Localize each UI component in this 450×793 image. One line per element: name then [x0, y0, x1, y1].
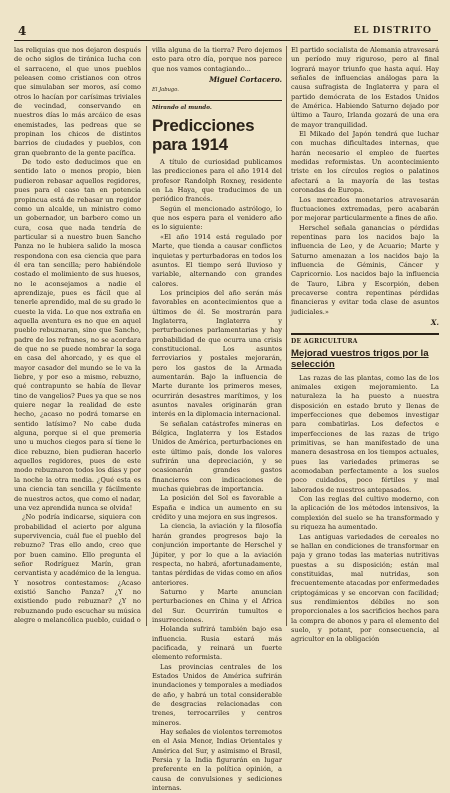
section-title: DE AGRICULTURA	[291, 338, 358, 346]
article-paragraph: A título de curiosidad publicamos las predicciones para el año 1914 del profesor Randolph Roxney, residente en La Haya, que traducimos de un periódico francés.	[152, 158, 282, 204]
article-paragraph: El partido socialista de Alemania atravesará un período muy riguroso, pero al final logrará mayor triunfo que hasta aquí. Hay señales de influencias análogas para la causa sufragista de Inglaterra y para el partido demócrata de los Estados Unidos de América. Habiendo Saturno dejado por último a Tauro, Irlanda gozará de una era de mayor tranquilidad.	[291, 46, 439, 129]
article-paragraph: La posición del Sol es favorable a España e indica un aumento en su crédito y una mejora en sus ingresos.	[152, 494, 282, 522]
article-separator	[152, 100, 282, 101]
article-paragraph: Los mercados monetarios atravesarán fluctuaciones extremadas, pero acabarán por mejorar particularmente a fines de año.	[291, 195, 439, 223]
article-paragraph: El Mikado del Japón tendrá que luchar con muchas dificultades internas, que harán necesario el empleo de fuertes medidas reformistas. Un acontecimiento triste en los círculos regios o palatinos afectará a la mayoría de las testas coronadas de Europa.	[291, 130, 439, 195]
column-3	[291, 46, 439, 644]
article-paragraph: Se señalan catástrofes mineras en Bélgica, Inglaterra y los Estados Unidos de América, perturbaciones en este último país, donde los valores sufrirán una depreciación, y se ocasionarán grandes gastos financieros con indicaciones de muchas quiebras de importancia.	[152, 419, 282, 494]
article-paragraph: Según el mencionado astrólogo, lo que nos espera para el venidero año es lo siguiente:	[152, 204, 282, 232]
column-1	[14, 46, 141, 626]
article-paragraph: villa alguna de la tierra? Pero dejemos esto para otro día, porque nos parece que nos vamos contagiando...	[152, 46, 282, 73]
column-divider-1	[146, 46, 147, 626]
masthead: EL DISTRITO	[353, 25, 432, 36]
article-paragraph: La ciencia, la aviación y la filosofía harán grandes progresos bajo la conjunción importante de Herschel y Júpiter, y por lo que a la aviación respecta, no habrá, afortunadamente, tantas pérdidas de vidas como en años anteriores.	[152, 522, 282, 587]
article-paragraph: Las provincias centrales de los Estados Unidos de América sufrirán inundaciones y temporales a mediados de año, y habrá un total considerable de desgracias relacionadas con trenes, terrocarriles y centros mineros.	[152, 662, 282, 727]
article-location-note: El Jabugo.	[152, 87, 179, 94]
section-kicker: Mirando al mundo.	[152, 104, 212, 111]
article-paragraph: De todo esto deducimos que en sentido lato o menos propio, bien pudieron rebasar aquellos regidores, pues para el caso tan en potencia propincua está de rebasar un regidor como un alcalde, un ministro como un gobernador, un barbero como un cura, cosa que nada tendría de particular si a nuestro buen Sancho Panza no le hubiera salido la mosca respondona con esa ciencia que para él era tan sencilla; pero habiéndole costado el molimiento de sus huesos, no le aconsejamos a nadie el aprendizaje, pues es fácil que al tenerle aprendido, mal de su grado le cueste la vida. Lo que nos extraña en aquella aventura es no que en aquel pueblo rebuznaran, sino que Sancho, padre de los refranes, no se acordara de que no se puede nombrar la soga en casa del ahorcado, y es que el mayor casador del mundo se le va la liebre, y por eso a mismo, rebuzno, qué contrapunto se había de llevar tino de vangelios? Pues ya que se nos quiere negar la realidad de este hecho, ¿acaso no podrá tomarse en sentido latísimo? No cabe duda alguna, porque si el que premeria uno u muchos ciegos para sí tiene le dice rebuzno, bien pudieran hacerlo aquellos regidores, pues de este modo rebuznaron todos los días y por la noche la otra media. ¿Qué esta es una ciencia tan sencilla y fácilmente de nuestros actos, que como el nadar, una vez aprendida nunca se olvida!	[14, 158, 141, 512]
article-paragraph: Los principios del año serán más favorables en acontecimientos que a últimos de él. Se mostrarán para Inglaterra, Inglaterra y perturbaciones parlamentarias y hay probabilidad de que ocurra una crisis constitucional. Los asuntos ferroviarios y postales mejorarán, pero los gastos de la Armada aumentarán. Bajo la influencia de Marte durante los primeros meses, ocurrirán desastres marítimos, y los asuntos navales originarán gran interés en la diplomacia internacional.	[152, 288, 282, 419]
article-paragraph: Herschel señala ganancias o pérdidas repentinas para los nacidos bajo la influencia de Leo, y de Acuario; Marte y Saturno amenazan a los nacidos bajo la influencia de Géminis, Cáncer y Capricornio. Los nacidos bajo la influencia de Tauro, Libra y Escorpión, deben precaverse contra repentinas pérdidas financieras y evitar toda clase de asuntos judiciales.»	[291, 223, 439, 316]
article-paragraph: ¿No podría indicarse, siquiera con probabilidad el acierto por alguna supervivencia, cuál fue el pueblo del rebuzno? Tras ello ando, creo que por buen camino. Ello pregunta el señor Rodríguez Marín, gran cervantista y académico de la lengua. Y nosotros contestamos: ¿Acaso existió Sancho Panza? ¿Y no existiendo pudo rebuznar? ¿Y no rebuznando pudo escuchar su música alegre o melancólica pueblo, cuidad o	[14, 513, 141, 624]
article-headline: Predicciones para 1914	[152, 116, 255, 155]
article-paragraph: Holanda sufrirá también bajo esa influencia. Rusia estará más pacificada, y reinará un fuerte elemento reformista.	[152, 625, 282, 662]
page-header	[14, 26, 438, 41]
article-signature: Miguel Cortacero.	[209, 75, 282, 85]
article-paragraph: Hay señales de violentos terremotos en el Asia Menor, Indias Orientales y América del Sur, y asimismo el Brasil, Persia y la India figurarán en lugar preferente en la política opinión, a causa de convulsiones y sediciones internas.	[152, 728, 282, 793]
article-signature: X.	[430, 317, 439, 327]
article-headline: Mejorad vuestros trigos por la selección	[291, 347, 429, 370]
section-separator	[291, 333, 439, 335]
article-paragraph: Las antiguas variedades de cereales no se hallan en condiciones de transformar en paja y grano todas las materias nutritivas puestas a su disposición; están mal constituidas, mal nutridas, son frecuentemente atacadas por enfermedades criptogámicas y se encorvan con facilidad; sus rendimientos débiles no son proporcionales a los sacrificios hechos para la compra de abonos y para el elemento del suelo, y potant, por consecuencia, al agricultor en la obligación	[291, 532, 439, 644]
article-paragraph: «El año 1914 está regulado por Marte, que tienda a causar conflictos inquietas y perturbadoras en todos los asuntos. El tiempo será lluvioso y variable, alternando con grandes calores.	[152, 232, 282, 288]
article-paragraph: Con las reglas del cultivo moderno, con la aplicación de los métodos intensivos, la complexión del suelo se ha transformado y su riqueza ha aumentado.	[291, 495, 439, 532]
column-2	[152, 46, 282, 793]
article-paragraph: las reliquias que nos dejaron después de ocho siglos de tiránica lucha con el sarraceno, el que unos pueblos peleasen como cristianos con otros que simulaban ser moros, así como otros lo hacían por carísimas triviales de vecindad, conservando en nuestros días lo más arcáico de esas enemistades, las pedreas que se propinan los chicos de distintos barrios de ciudades y pueblos, con gran quebranto de la gente pacífica.	[14, 46, 141, 157]
article-paragraph: Saturno y Marte anuncian perturbaciones en China y el África del Sur. Ocurrirán tumultos e insurrecciones.	[152, 587, 282, 624]
article-paragraph: Las razas de las plantas, como las de los animales exigen mejoramiento. La naturaleza la ha puesto a nuestra disposición en estado bruto y llenas de imperfecciones que debemos investigar para combatirlas. Los defectos e imperfecciones de las razas de trigo primitivas, se han manifestado de una manera desastrosa en los tiempos actuales, pues las variedades primeras se acomodaban perfectamente a los suelos poco cuidados, poco fértiles y mal laborados de nuestros antepasados.	[291, 373, 439, 494]
column-divider-2	[286, 46, 287, 626]
page-number: 4	[18, 24, 27, 38]
